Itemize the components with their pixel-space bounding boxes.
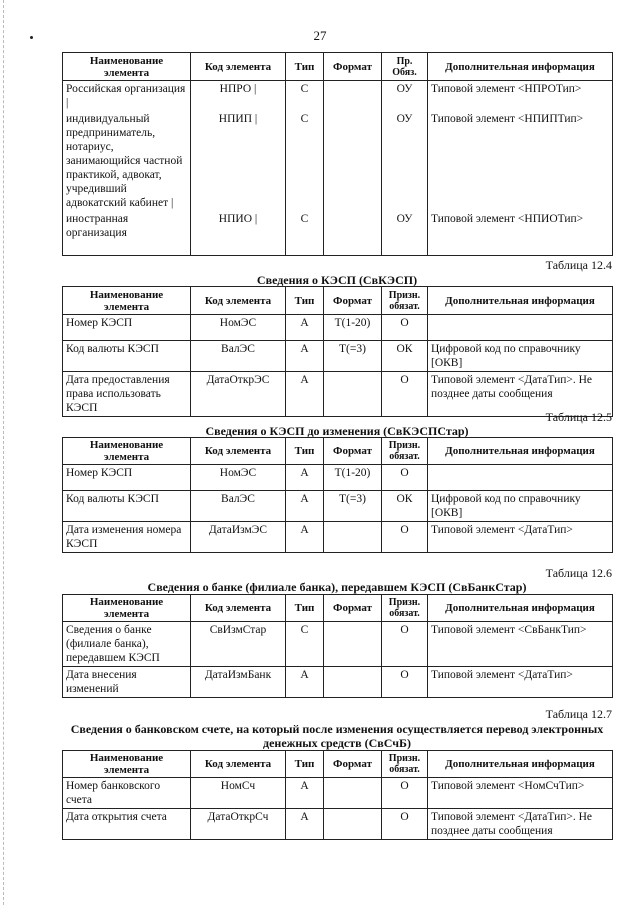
table-12-5 (62, 437, 613, 553)
header-name: Наименование элемента (63, 751, 191, 778)
table-row: Российская организация | НПРО | С ОУ Типовой элемент <НПРОТип> (63, 81, 613, 112)
table-row: Номер КЭСП НомЭС А T(1-20) О (63, 315, 613, 341)
header-required: Пр. Обяз. (382, 53, 428, 81)
header-format: Формат (324, 53, 382, 81)
header-info: Дополнительная информация (428, 438, 613, 465)
table-row: Код валюты КЭСП ВалЭС А T(=3) ОК Цифровой код по справочнику [ОКВ] (63, 341, 613, 372)
table-12-7-label: Таблица 12.7 (545, 707, 612, 721)
header-code: Код элемента (191, 438, 286, 465)
page-edge-line (3, 0, 4, 905)
table-row: Сведения о банке (филиале банка), передавшем КЭСП СвИзмСтар С О Типовой элемент <СвБанкТип> (63, 622, 613, 667)
page-number: 27 (313, 28, 327, 43)
table-12-6-title: Сведения о банке (филиале банка), передавшем КЭСП (СвБанкСтар) (147, 580, 527, 594)
header-required: Призн. обязат. (382, 751, 428, 778)
table-row: иностранная организация НПИО | С ОУ Типовой элемент <НПИОТип> (63, 211, 613, 255)
header-code: Код элемента (191, 751, 286, 778)
table-row: Дата изменения номера КЭСП ДатаИзмЭС А О Типовой элемент <ДатаТип> (63, 522, 613, 553)
table-row: Номер КЭСП НомЭС А T(1-20) О (63, 465, 613, 491)
table-12-5-title: Сведения о КЭСП до изменения (СвКЭСПСтар) (205, 424, 469, 438)
table-12-6 (62, 594, 613, 698)
header-info: Дополнительная информация (428, 53, 613, 81)
header-name: Наименование элемента (63, 53, 191, 81)
table-12-7 (62, 750, 613, 840)
header-name: Наименование элемента (63, 438, 191, 465)
header-info: Дополнительная информация (428, 595, 613, 622)
table-row: Дата внесения изменений ДатаИзмБанк А О Типовой элемент <ДатаТип> (63, 667, 613, 698)
table-row: индивидуальный предприниматель, нотариус, занимающийся частной практикой, адвокат, учредивший адвокатский кабинет | НПИП | С ОУ Типовой элемент <НПИПТип> (63, 111, 613, 211)
table-12-5-label: Таблица 12.5 (545, 410, 612, 424)
header-type: Тип (286, 438, 324, 465)
header-info: Дополнительная информация (428, 751, 613, 778)
header-type: Тип (286, 287, 324, 315)
header-name: Наименование элемента (63, 287, 191, 315)
header-type: Тип (286, 751, 324, 778)
table-12-7-title: Сведения о банковском счете, на который после изменения осуществляется перевод электронных денежных средств (СвСчБ) (70, 722, 604, 750)
header-type: Тип (286, 53, 324, 81)
header-format: Формат (324, 438, 382, 465)
header-code: Код элемента (191, 287, 286, 315)
table-row: Дата предоставления права использовать КЭСП ДатаОткрЭС А О Типовой элемент <ДатаТип>. Не позднее даты сообщения (63, 372, 613, 417)
header-format: Формат (324, 751, 382, 778)
header-required: Призн. обязат. (382, 595, 428, 622)
table-12-4 (62, 286, 613, 417)
header-type: Тип (286, 595, 324, 622)
header-code: Код элемента (191, 595, 286, 622)
header-info: Дополнительная информация (428, 287, 613, 315)
header-code: Код элемента (191, 53, 286, 81)
header-required: Призн. обязат. (382, 438, 428, 465)
header-name: Наименование элемента (63, 595, 191, 622)
table-row: Номер банковского счета НомСч А О Типовой элемент <НомСчТип> (63, 778, 613, 809)
header-format: Формат (324, 287, 382, 315)
table-12-4-title: Сведения о КЭСП (СвКЭСП) (256, 273, 418, 287)
table-12-6-label: Таблица 12.6 (545, 566, 612, 580)
header-format: Формат (324, 595, 382, 622)
table-12-4-label: Таблица 12.4 (545, 258, 612, 272)
header-required: Призн. обязат. (382, 287, 428, 315)
table-row: Код валюты КЭСП ВалЭС А T(=3) ОК Цифровой код по справочнику [ОКВ] (63, 491, 613, 522)
table-row: Дата открытия счета ДатаОткрСч А О Типовой элемент <ДатаТип>. Не позднее даты сообщения (63, 809, 613, 840)
table-continuation (62, 52, 613, 256)
